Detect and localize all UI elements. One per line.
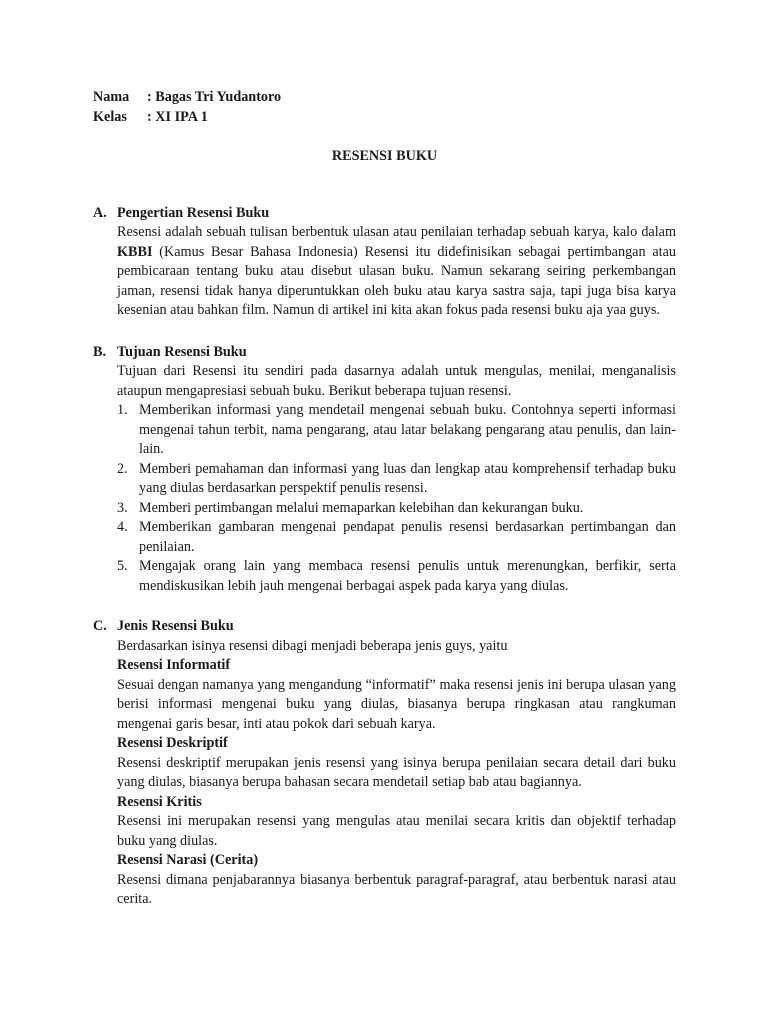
list-text: Memberikan gambaran mengenai pendapat penulis resensi berdasarkan pertimbangan dan penilaian. <box>139 519 676 555</box>
list-text: Memberi pertimbangan melalui memaparkan kelebihan dan kekurangan buku. <box>139 499 584 516</box>
section-intro: Berdasarkan isinya resensi dibagi menjadi beberapa jenis guys, yaitu <box>117 637 508 654</box>
section-title: Tujuan Resensi Buku <box>117 343 247 360</box>
student-info <box>93 88 281 127</box>
list-text: Memberi pemahaman dan informasi yang luas dan lengkap atau komprehensif terhadap buku yang diulas berdasarkan perspektif penulis resensi. <box>139 460 676 496</box>
list-item <box>117 401 676 460</box>
section-heading <box>93 204 676 224</box>
list-item <box>117 518 676 557</box>
section-letter: B. <box>93 343 107 360</box>
section-letter: A. <box>93 204 107 221</box>
section-paragraph <box>117 223 676 321</box>
list-item <box>117 460 676 499</box>
type-heading: Resensi Informatif <box>117 657 231 673</box>
list-number: 3. <box>117 499 128 516</box>
section-heading <box>93 617 676 637</box>
list-item <box>117 557 676 596</box>
list-item <box>117 499 676 519</box>
list-number: 2. <box>117 460 128 477</box>
type-heading: Resensi Deskriptif <box>117 735 228 751</box>
type-description: Resensi ini merupakan resensi yang mengulas atau menilai secara kritis dan objektif terhadap buku yang diulas. <box>117 813 676 849</box>
class-value: : XI IPA 1 <box>147 108 208 125</box>
paragraph-text: Resensi adalah sebuah tulisan berbentuk ulasan atau penilaian terhadap sebuah karya, kalo dalam <box>117 224 676 240</box>
list-number: 5. <box>117 558 128 574</box>
class-row <box>93 108 281 128</box>
list-number: 4. <box>117 519 128 535</box>
kbbi-term: KBBI <box>117 243 153 260</box>
section-pengertian <box>93 204 676 321</box>
type-heading: Resensi Narasi (Cerita) <box>117 852 259 868</box>
section-title: Pengertian Resensi Buku <box>117 204 270 221</box>
name-label: Nama <box>93 89 130 105</box>
class-label: Kelas <box>93 108 127 125</box>
section-jenis <box>93 617 676 910</box>
section-letter: C. <box>93 618 107 634</box>
list-text: Mengajak orang lain yang membaca resensi penulis untuk merenungkan, berfikir, serta mendiskusikan lebih jauh mengenai berbagai aspek pada karya yang diulas. <box>139 558 676 594</box>
section-heading <box>93 343 676 363</box>
name-row <box>93 88 281 108</box>
type-description: Sesuai dengan namanya yang mengandung “informatif” maka resensi jenis ini berupa ulasan yang berisi informasi mengenai buku yang diulas, biasanya berupa ringkasan atau rangkuman mengenai garis besar, inti atau pokok dari sebuah karya. <box>117 676 676 732</box>
type-description: Resensi deskriptif merupakan jenis resensi yang isinya berupa penilaian secara detail dari buku yang diulas, biasanya berupa bahasan secara mendetail setiap bab atau bagiannya. <box>117 754 676 790</box>
section-title: Jenis Resensi Buku <box>117 618 234 634</box>
list-number: 1. <box>117 402 128 418</box>
section-intro: Tujuan dari Resensi itu sendiri pada dasarnya adalah untuk mengulas, menilai, menganalisis ataupun mengapresiasi sebuah buku. Berikut beberapa tujuan resensi. <box>117 363 676 399</box>
tujuan-list <box>117 401 676 596</box>
name-value: : Bagas Tri Yudantoro <box>147 89 282 105</box>
document-title: RESENSI BUKU <box>331 148 438 164</box>
paragraph-text: (Kamus Besar Bahasa Indonesia) Resensi itu didefinisikan sebagai pertimbangan atau pembicaraan tentang buku atau disebut ulasan buku. Namun sekarang seiring perkembangan jaman, resensi tidak hanya diperuntukkan oleh buku atau karya sastra saja, tapi juga bisa karya kesenian atau bahkan film. Namun di artikel ini kita akan fokus pada resensi buku aja yaa guys. <box>117 243 676 318</box>
type-heading: Resensi Kritis <box>117 793 202 810</box>
list-text: Memberikan informasi yang mendetail mengenai sebuah buku. Contohnya seperti informasi mengenai tahun terbit, nama pengarang, atau latar belakang pengarang atau penulis, dan lain-lain. <box>139 402 676 457</box>
type-description: Resensi dimana penjabarannya biasanya berbentuk paragraf-paragraf, atau berbentuk narasi atau cerita. <box>117 871 676 907</box>
section-tujuan <box>93 343 676 597</box>
